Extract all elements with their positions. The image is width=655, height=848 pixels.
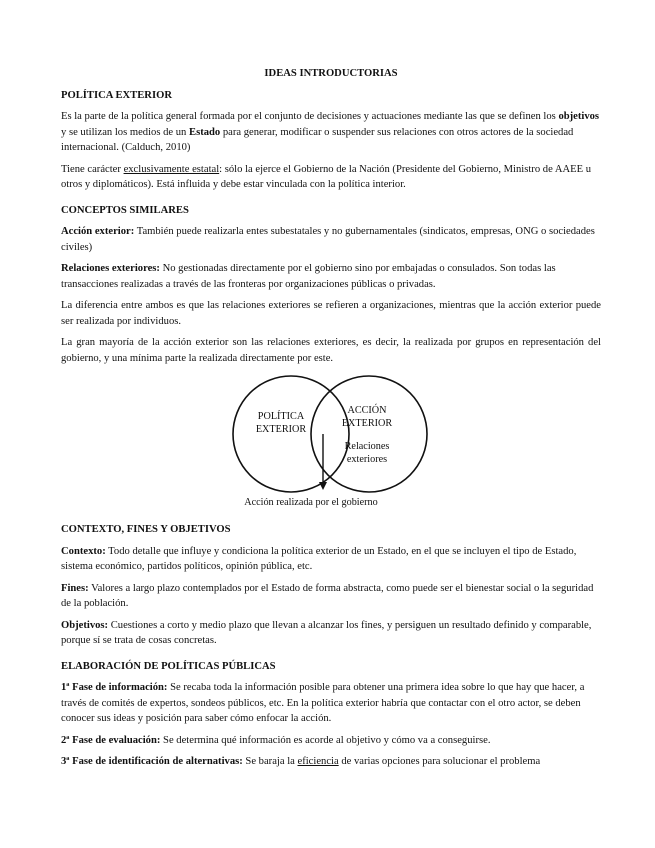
section-heading-elaboracion: ELABORACIÓN DE POLÍTICAS PÚBLICAS [61,660,276,672]
label-politica-exterior: POLÍTICA EXTERIOR [255,411,307,435]
paragraph-contexto: Contexto: Todo detalle que influye y condiciona la política exterior de un Estado, en el que se incluyen el tipo de Estado, sistema económico, partidos políticos, opinión pública, etc. [61,545,577,572]
paragraph-diferencia: La diferencia entre ambos es que las relaciones exteriores se refieren a organizaciones, mientras que la acción exterior puede ser realizada por individuos. [61,300,601,327]
venn-graphic [61,372,601,512]
diagram-caption: Acción realizada por el gobierno [244,497,378,508]
section-heading-conceptos: CONCEPTOS SIMILARES [61,204,189,216]
paragraph-fines: Fines: Valores a largo plazo contemplados por el Estado de forma abstracta, como puede ser el bienestar social o la seguridad de la población. [61,582,594,609]
section-heading-contexto: CONTEXTO, FINES Y OBJETIVOS [61,524,231,535]
paragraph-caracter: Tiene carácter exclusivamente estatal: sólo la ejerce el Gobierno de la Nación (Presidente del Gobierno, Ministro de AAEE u otros y diplomáticos). Está influida y debe estar vinculada con la política interior. [61,163,592,190]
section-heading-politica-exterior: POLÍTICA EXTERIOR [61,89,172,101]
circle-accion-exterior [311,376,427,492]
paragraph-objetivos: Objetivos: Cuestiones a corto y medio plazo que llevan a alcanzar los fines, y persiguen un resultado definido y comparable, porque sí se trata de cosas concretas. [61,619,592,646]
arrow-head-icon [319,482,327,490]
paragraph-definition: Es la parte de la política general formada por el conjunto de decisiones y actuaciones mediante las que se definen los objetivos y se utilizan los medios de un Estado para generar, modificar o suspender sus relaciones con otros actores de la sociedad internacional. (Calduch, 2010) [61,111,600,153]
paragraph-mayoria: La gran mayoría de la acción exterior son las relaciones exteriores, es decir, la realizada por grupos en representación del gobierno, y una mínima parte la realizada directamente por este. [61,337,601,364]
paragraph-accion-exterior: Acción exterior: También puede realizarla entes subestatales y no gubernamentales (sindicatos, empresas, ONG o sociedades civiles) [61,226,595,253]
paragraph-fase-informacion: 1ª Fase de información: Se recaba toda la información posible para obtener una primera idea sobre lo que hay que hacer, a través de comités de expertos, sondeos públicos, etc. En la política exterior habría que contactar con el otro actor, se deben conocer sus ideas y posición para saber cómo enfocar la acción. [61,682,585,724]
paragraph-fase-alternativas: 3ª Fase de identificación de alternativas: Se baraja la eficiencia de varias opciones para solucionar el problema [61,756,541,767]
venn-diagram [61,372,601,512]
label-relaciones-exteriores: Relaciones exteriores [344,441,390,465]
paragraph-fase-evaluacion: 2ª Fase de evaluación: Se determina qué información es acorde al objetivo y cómo va a conseguirse. [61,734,491,746]
paragraph-relaciones-exteriores: Relaciones exteriores: No gestionadas directamente por el gobierno sino por embajadas o consulados. Son todas las transacciones realizadas a través de las fronteras por organizaciones públicas o privadas. [61,263,556,290]
document-title: IDEAS INTRODUCTORIAS [264,68,398,79]
label-accion-exterior: ACCIÓN EXTERIOR [341,405,393,429]
document-page [61,66,601,776]
